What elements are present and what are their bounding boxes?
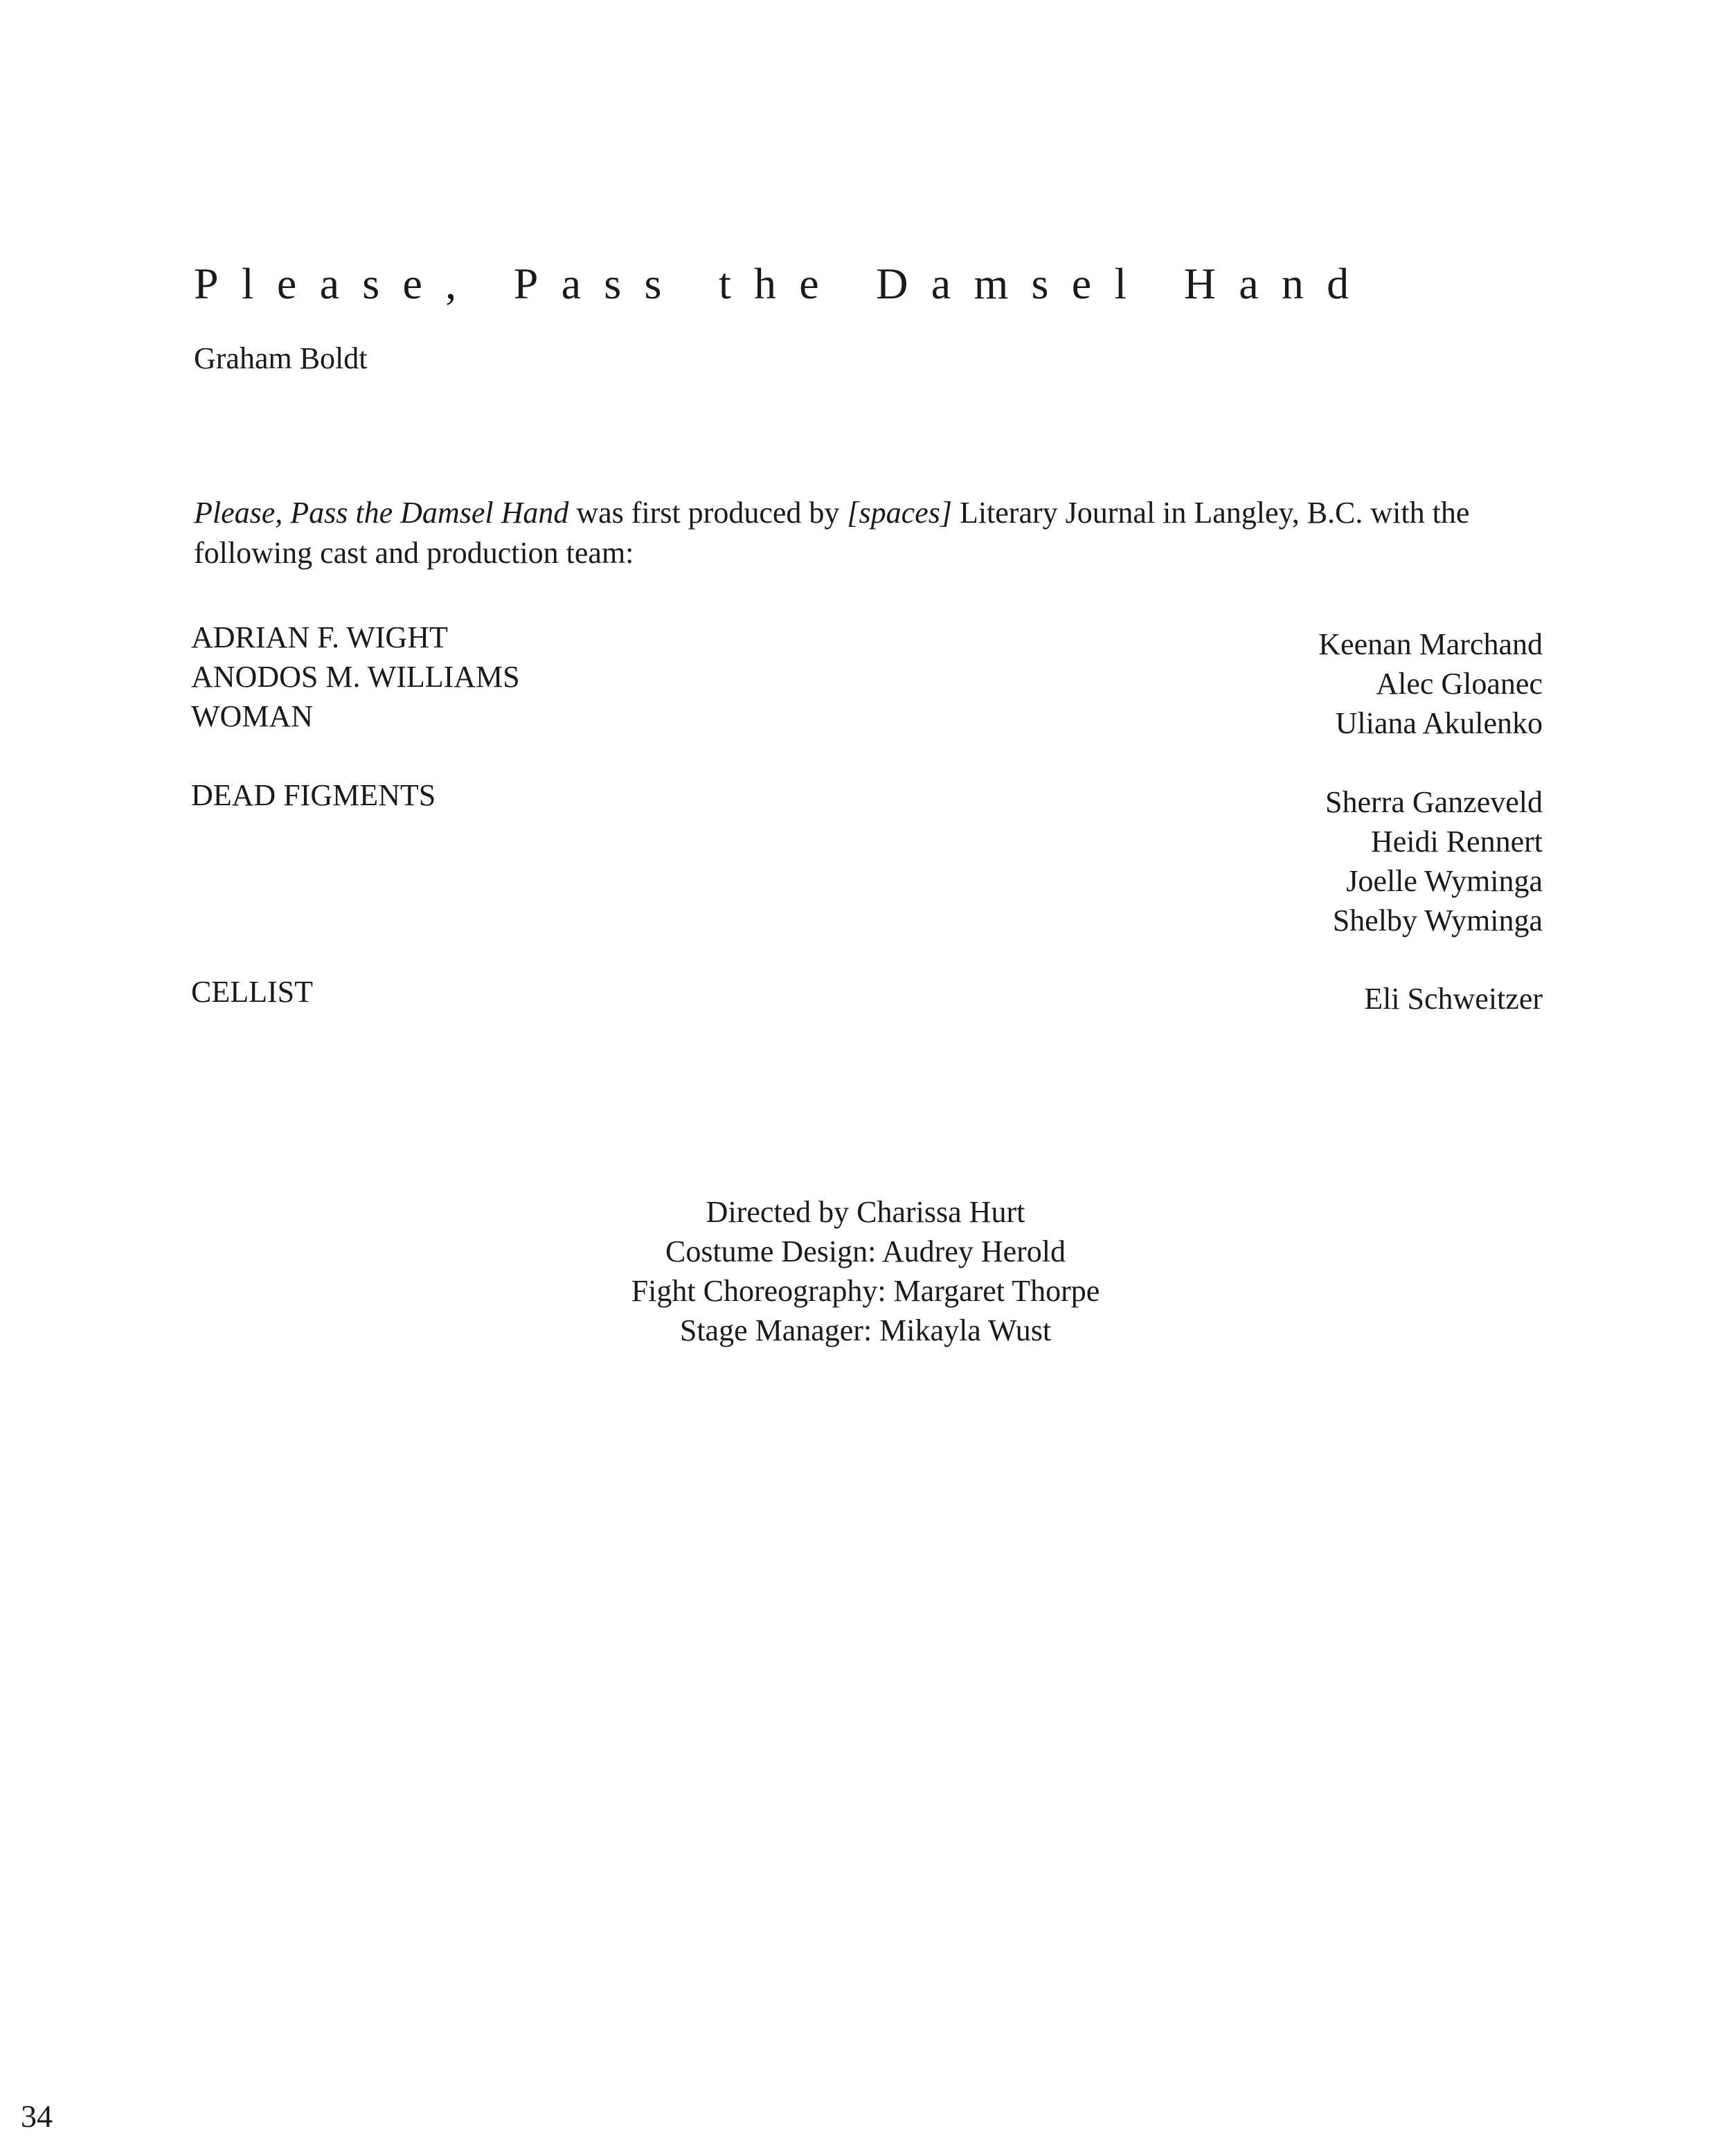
cast-actors-group-1 — [1318, 625, 1543, 743]
role-name: ADRIAN F. WIGHT — [191, 620, 448, 654]
cast-roles-group-2 — [191, 775, 436, 815]
role-name: WOMAN — [191, 699, 313, 733]
role-name: CELLIST — [191, 975, 313, 1009]
actor-name: Keenan Marchand — [1318, 627, 1543, 661]
actor-name: Uliana Akulenko — [1335, 706, 1543, 740]
intro-journal-name: [spaces] — [847, 496, 952, 530]
cast-actors-group-2 — [1325, 782, 1543, 940]
intro-text-a: was first produced by — [568, 496, 847, 530]
actor-name: Alec Gloanec — [1376, 667, 1543, 701]
credit-line: Costume Design: Audrey Herold — [665, 1234, 1066, 1268]
credit-line: Fight Choreography: Margaret Thorpe — [631, 1274, 1100, 1308]
cast-roles-group-3 — [191, 972, 313, 1012]
author-name: Graham Boldt — [194, 341, 368, 375]
actor-name: Heidi Rennert — [1370, 825, 1543, 859]
page-number: 34 — [21, 2099, 53, 2134]
credit-line: Stage Manager: Mikayla Wust — [679, 1313, 1052, 1347]
production-intro — [194, 493, 1551, 573]
role-name: DEAD FIGMENTS — [191, 778, 436, 812]
production-credits — [0, 1192, 1731, 1350]
actor-name: Sherra Ganzeveld — [1325, 785, 1543, 819]
intro-text-b: Literary Journal in Langley, B.C. with the following cast and production team: — [194, 496, 1470, 570]
play-title: Please, Pass the Damsel Hand — [194, 259, 1372, 308]
role-name: ANODOS M. WILLIAMS — [191, 660, 520, 694]
cast-roles-group-1 — [191, 618, 520, 736]
credit-line: Directed by Charissa Hurt — [706, 1195, 1025, 1229]
actor-name: Eli Schweitzer — [1364, 982, 1543, 1016]
actor-name: Joelle Wyminga — [1346, 864, 1543, 898]
cast-actors-group-3 — [1364, 979, 1543, 1018]
actor-name: Shelby Wyminga — [1332, 904, 1543, 937]
intro-play-title: Please, Pass the Damsel Hand — [194, 496, 569, 530]
